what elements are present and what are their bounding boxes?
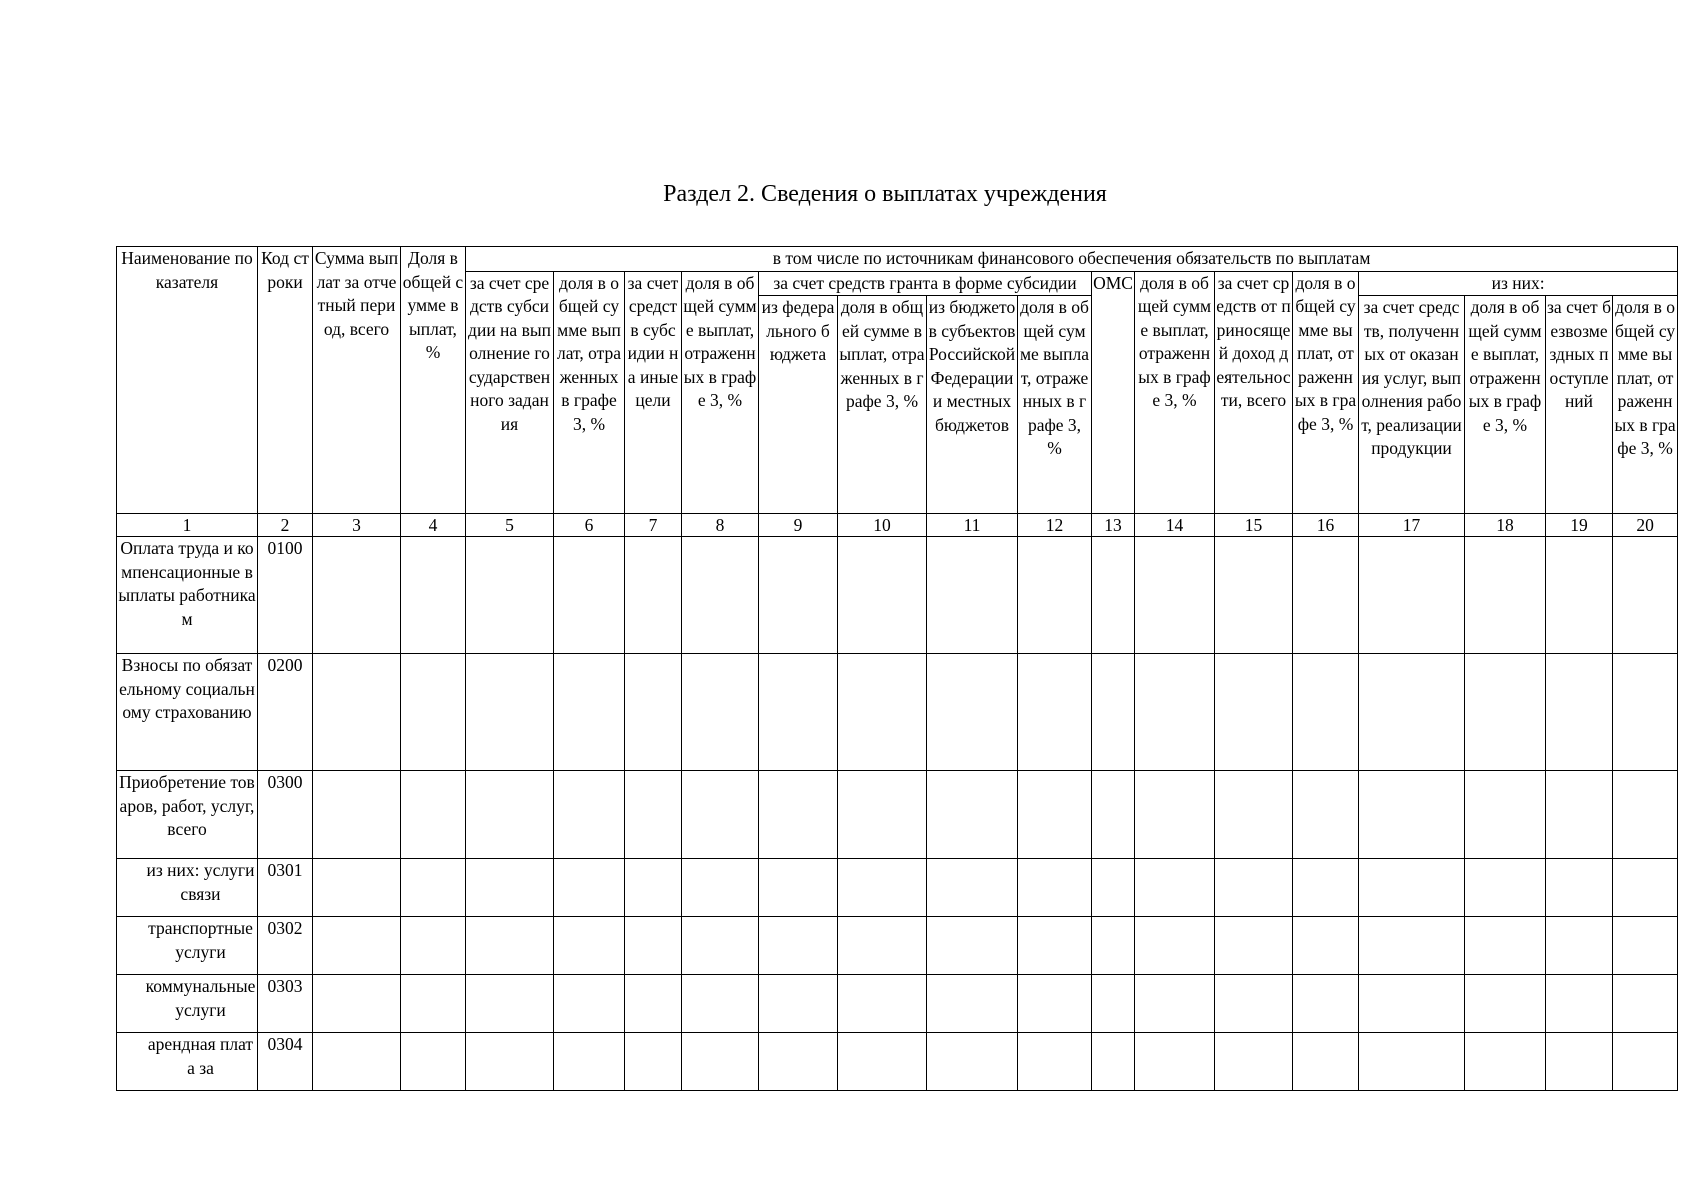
value-cell[interactable] bbox=[682, 859, 759, 917]
value-cell[interactable] bbox=[466, 771, 554, 859]
value-cell[interactable] bbox=[1018, 1033, 1092, 1091]
value-cell[interactable] bbox=[313, 537, 401, 654]
row-code: 0300 bbox=[258, 771, 313, 859]
value-cell[interactable] bbox=[401, 975, 466, 1033]
value-cell[interactable] bbox=[1546, 537, 1613, 654]
value-cell[interactable] bbox=[1546, 1033, 1613, 1091]
header-of-them: из них: bbox=[1359, 271, 1678, 296]
value-cell[interactable] bbox=[466, 975, 554, 1033]
value-cell[interactable] bbox=[1135, 1033, 1215, 1091]
value-cell[interactable] bbox=[625, 1033, 682, 1091]
value-cell[interactable] bbox=[1135, 859, 1215, 917]
value-cell[interactable] bbox=[927, 771, 1018, 859]
value-cell[interactable] bbox=[1018, 859, 1092, 917]
column-number: 3 bbox=[313, 514, 401, 537]
value-cell[interactable] bbox=[1135, 771, 1215, 859]
value-cell[interactable] bbox=[401, 917, 466, 975]
value-cell[interactable] bbox=[1613, 654, 1678, 771]
header-share-col20: доля в общей сумме выплат, отраженных в графе 3, % bbox=[1613, 296, 1678, 514]
value-cell[interactable] bbox=[554, 537, 625, 654]
value-cell[interactable] bbox=[759, 1033, 838, 1091]
value-cell[interactable] bbox=[1018, 771, 1092, 859]
value-cell[interactable] bbox=[1465, 917, 1546, 975]
value-cell[interactable] bbox=[1215, 1033, 1293, 1091]
value-cell[interactable] bbox=[625, 771, 682, 859]
column-number: 2 bbox=[258, 514, 313, 537]
value-cell[interactable] bbox=[1215, 654, 1293, 771]
value-cell[interactable] bbox=[625, 859, 682, 917]
row-code: 0301 bbox=[258, 859, 313, 917]
value-cell[interactable] bbox=[554, 771, 625, 859]
column-number: 13 bbox=[1092, 514, 1135, 537]
table-row bbox=[117, 654, 1678, 771]
value-cell[interactable] bbox=[927, 859, 1018, 917]
column-number: 20 bbox=[1613, 514, 1678, 537]
value-cell[interactable] bbox=[625, 975, 682, 1033]
value-cell[interactable] bbox=[1613, 859, 1678, 917]
header-indicator-name: Наименование показателя bbox=[117, 247, 258, 514]
value-cell[interactable] bbox=[1293, 975, 1359, 1033]
value-cell[interactable] bbox=[1546, 654, 1613, 771]
value-cell[interactable] bbox=[1135, 917, 1215, 975]
column-number: 9 bbox=[759, 514, 838, 537]
value-cell[interactable] bbox=[1465, 1033, 1546, 1091]
header-regional-budgets: из бюджетов субъектов Российской Федерации и местных бюджетов bbox=[927, 296, 1018, 514]
row-name: коммунальные услуги bbox=[117, 975, 258, 1033]
value-cell[interactable] bbox=[1092, 975, 1135, 1033]
value-cell[interactable] bbox=[1293, 917, 1359, 975]
value-cell[interactable] bbox=[759, 537, 838, 654]
value-cell[interactable] bbox=[1613, 975, 1678, 1033]
value-cell[interactable] bbox=[1092, 917, 1135, 975]
value-cell[interactable] bbox=[1215, 771, 1293, 859]
value-cell[interactable] bbox=[1546, 771, 1613, 859]
value-cell[interactable] bbox=[313, 975, 401, 1033]
value-cell[interactable] bbox=[554, 1033, 625, 1091]
value-cell[interactable] bbox=[1546, 917, 1613, 975]
value-cell[interactable] bbox=[401, 771, 466, 859]
value-cell[interactable] bbox=[927, 654, 1018, 771]
header-row-1 bbox=[117, 247, 1678, 272]
value-cell[interactable] bbox=[1215, 917, 1293, 975]
header-share-col16: доля в общей сумме выплат, отраженных в графе 3, % bbox=[1293, 271, 1359, 514]
header-income-activity: за счет средств от приносящей доход деятельности, всего bbox=[1215, 271, 1293, 514]
value-cell[interactable] bbox=[1465, 859, 1546, 917]
header-services-income: за счет средств, полученных от оказания услуг, выполнения работ, реализации продукции bbox=[1359, 296, 1465, 514]
row-name: арендная плата за bbox=[117, 1033, 258, 1091]
row-code: 0302 bbox=[258, 917, 313, 975]
header-share-col18: доля в общей сумме выплат, отраженных в графе 3, % bbox=[1465, 296, 1546, 514]
column-numbers-row bbox=[117, 514, 1678, 537]
value-cell[interactable] bbox=[927, 1033, 1018, 1091]
value-cell[interactable] bbox=[838, 975, 927, 1033]
column-number: 4 bbox=[401, 514, 466, 537]
column-number: 6 bbox=[554, 514, 625, 537]
value-cell[interactable] bbox=[466, 537, 554, 654]
value-cell[interactable] bbox=[1293, 1033, 1359, 1091]
value-cell[interactable] bbox=[1018, 537, 1092, 654]
value-cell[interactable] bbox=[1092, 859, 1135, 917]
value-cell[interactable] bbox=[1092, 771, 1135, 859]
value-cell[interactable] bbox=[1293, 771, 1359, 859]
value-cell[interactable] bbox=[1613, 771, 1678, 859]
table-row bbox=[117, 859, 1678, 917]
value-cell[interactable] bbox=[838, 1033, 927, 1091]
value-cell[interactable] bbox=[625, 537, 682, 654]
header-share-col8: доля в общей сумме выплат, отраженных в графе 3, % bbox=[682, 271, 759, 514]
value-cell[interactable] bbox=[1135, 537, 1215, 654]
value-cell[interactable] bbox=[1092, 1033, 1135, 1091]
row-name: из них: услуги связи bbox=[117, 859, 258, 917]
value-cell[interactable] bbox=[1135, 975, 1215, 1033]
value-cell[interactable] bbox=[838, 537, 927, 654]
value-cell[interactable] bbox=[401, 537, 466, 654]
value-cell[interactable] bbox=[1293, 537, 1359, 654]
value-cell[interactable] bbox=[466, 917, 554, 975]
row-code: 0304 bbox=[258, 1033, 313, 1091]
table-row bbox=[117, 537, 1678, 654]
column-number: 17 bbox=[1359, 514, 1465, 537]
value-cell[interactable] bbox=[1359, 859, 1465, 917]
value-cell[interactable] bbox=[1546, 975, 1613, 1033]
value-cell[interactable] bbox=[682, 537, 759, 654]
value-cell[interactable] bbox=[313, 859, 401, 917]
column-number: 10 bbox=[838, 514, 927, 537]
value-cell[interactable] bbox=[1135, 654, 1215, 771]
header-share-col14: доля в общей сумме выплат, отраженных в графе 3, % bbox=[1135, 271, 1215, 514]
row-code: 0200 bbox=[258, 654, 313, 771]
value-cell[interactable] bbox=[1018, 917, 1092, 975]
header-share-col6: доля в общей сумме выплат, отраженных в графе 3, % bbox=[554, 271, 625, 514]
header-grant-group: за счет средств гранта в форме субсидии bbox=[759, 271, 1092, 296]
value-cell[interactable] bbox=[1465, 771, 1546, 859]
value-cell[interactable] bbox=[1465, 654, 1546, 771]
value-cell[interactable] bbox=[682, 1033, 759, 1091]
payments-table bbox=[116, 246, 1678, 1091]
header-share-col10: доля в общей сумме выплат, отраженных в графе 3, % bbox=[838, 296, 927, 514]
value-cell[interactable] bbox=[682, 771, 759, 859]
value-cell[interactable] bbox=[401, 1033, 466, 1091]
value-cell[interactable] bbox=[1359, 771, 1465, 859]
header-share-col12: доля в общей сумме выплат, отраженных в графе 3, % bbox=[1018, 296, 1092, 514]
value-cell[interactable] bbox=[1018, 975, 1092, 1033]
header-sources-group: в том числе по источникам финансового обеспечения обязательств по выплатам bbox=[466, 247, 1678, 272]
value-cell[interactable] bbox=[1359, 917, 1465, 975]
value-cell[interactable] bbox=[1546, 859, 1613, 917]
value-cell[interactable] bbox=[1359, 975, 1465, 1033]
column-number: 5 bbox=[466, 514, 554, 537]
value-cell[interactable] bbox=[554, 859, 625, 917]
value-cell[interactable] bbox=[927, 917, 1018, 975]
value-cell[interactable] bbox=[759, 917, 838, 975]
header-total-share: Доля в общей сумме выплат, % bbox=[401, 247, 466, 514]
value-cell[interactable] bbox=[927, 975, 1018, 1033]
value-cell[interactable] bbox=[838, 771, 927, 859]
value-cell[interactable] bbox=[838, 654, 927, 771]
table-row bbox=[117, 917, 1678, 975]
value-cell[interactable] bbox=[1359, 537, 1465, 654]
value-cell[interactable] bbox=[401, 859, 466, 917]
value-cell[interactable] bbox=[1215, 537, 1293, 654]
header-oms: ОМС bbox=[1092, 271, 1135, 514]
table-row bbox=[117, 975, 1678, 1033]
value-cell[interactable] bbox=[682, 654, 759, 771]
value-cell[interactable] bbox=[313, 654, 401, 771]
header-row-code: Код строки bbox=[258, 247, 313, 514]
value-cell[interactable] bbox=[1465, 975, 1546, 1033]
value-cell[interactable] bbox=[466, 859, 554, 917]
value-cell[interactable] bbox=[682, 917, 759, 975]
value-cell[interactable] bbox=[313, 1033, 401, 1091]
row-name: Оплата труда и компенсационные выплаты работникам bbox=[117, 537, 258, 654]
value-cell[interactable] bbox=[1613, 537, 1678, 654]
value-cell[interactable] bbox=[838, 917, 927, 975]
value-cell[interactable] bbox=[1359, 654, 1465, 771]
value-cell[interactable] bbox=[1359, 1033, 1465, 1091]
value-cell[interactable] bbox=[554, 975, 625, 1033]
header-subsidy-other: за счет средств субсидии на иные цели bbox=[625, 271, 682, 514]
value-cell[interactable] bbox=[1293, 654, 1359, 771]
column-number: 12 bbox=[1018, 514, 1092, 537]
value-cell[interactable] bbox=[1215, 975, 1293, 1033]
page-title: Раздел 2. Сведения о выплатах учреждения bbox=[663, 181, 1107, 207]
value-cell[interactable] bbox=[1613, 917, 1678, 975]
column-number: 7 bbox=[625, 514, 682, 537]
row-name: транспортные услуги bbox=[117, 917, 258, 975]
value-cell[interactable] bbox=[466, 1033, 554, 1091]
header-subsidy-state-task: за счет средств субсидии на выполнение государственного задания bbox=[466, 271, 554, 514]
header-total-sum: Сумма выплат за отчетный период, всего bbox=[313, 247, 401, 514]
row-name: Приобретение товаров, работ, услуг, всего bbox=[117, 771, 258, 859]
value-cell[interactable] bbox=[313, 771, 401, 859]
column-number: 11 bbox=[927, 514, 1018, 537]
value-cell[interactable] bbox=[554, 917, 625, 975]
value-cell[interactable] bbox=[1465, 537, 1546, 654]
column-number: 1 bbox=[117, 514, 258, 537]
header-federal-budget: из федерального бюджета bbox=[759, 296, 838, 514]
column-number: 8 bbox=[682, 514, 759, 537]
value-cell[interactable] bbox=[625, 917, 682, 975]
value-cell[interactable] bbox=[1215, 859, 1293, 917]
value-cell[interactable] bbox=[927, 537, 1018, 654]
value-cell[interactable] bbox=[313, 917, 401, 975]
column-number: 16 bbox=[1293, 514, 1359, 537]
value-cell[interactable] bbox=[838, 859, 927, 917]
table-row bbox=[117, 771, 1678, 859]
value-cell[interactable] bbox=[554, 654, 625, 771]
value-cell[interactable] bbox=[1018, 654, 1092, 771]
table-row bbox=[117, 1033, 1678, 1091]
row-code: 0100 bbox=[258, 537, 313, 654]
column-number: 15 bbox=[1215, 514, 1293, 537]
value-cell[interactable] bbox=[1092, 537, 1135, 654]
header-gratuitous-receipts: за счет безвозмездных поступлений bbox=[1546, 296, 1613, 514]
value-cell[interactable] bbox=[625, 654, 682, 771]
value-cell[interactable] bbox=[1092, 654, 1135, 771]
column-number: 19 bbox=[1546, 514, 1613, 537]
row-code: 0303 bbox=[258, 975, 313, 1033]
column-number: 14 bbox=[1135, 514, 1215, 537]
value-cell[interactable] bbox=[759, 859, 838, 917]
value-cell[interactable] bbox=[401, 654, 466, 771]
column-number: 18 bbox=[1465, 514, 1546, 537]
value-cell[interactable] bbox=[1613, 1033, 1678, 1091]
value-cell[interactable] bbox=[759, 975, 838, 1033]
value-cell[interactable] bbox=[1293, 859, 1359, 917]
value-cell[interactable] bbox=[682, 975, 759, 1033]
value-cell[interactable] bbox=[466, 654, 554, 771]
value-cell[interactable] bbox=[759, 771, 838, 859]
row-name: Взносы по обязательному социальному страхованию bbox=[117, 654, 258, 771]
value-cell[interactable] bbox=[759, 654, 838, 771]
